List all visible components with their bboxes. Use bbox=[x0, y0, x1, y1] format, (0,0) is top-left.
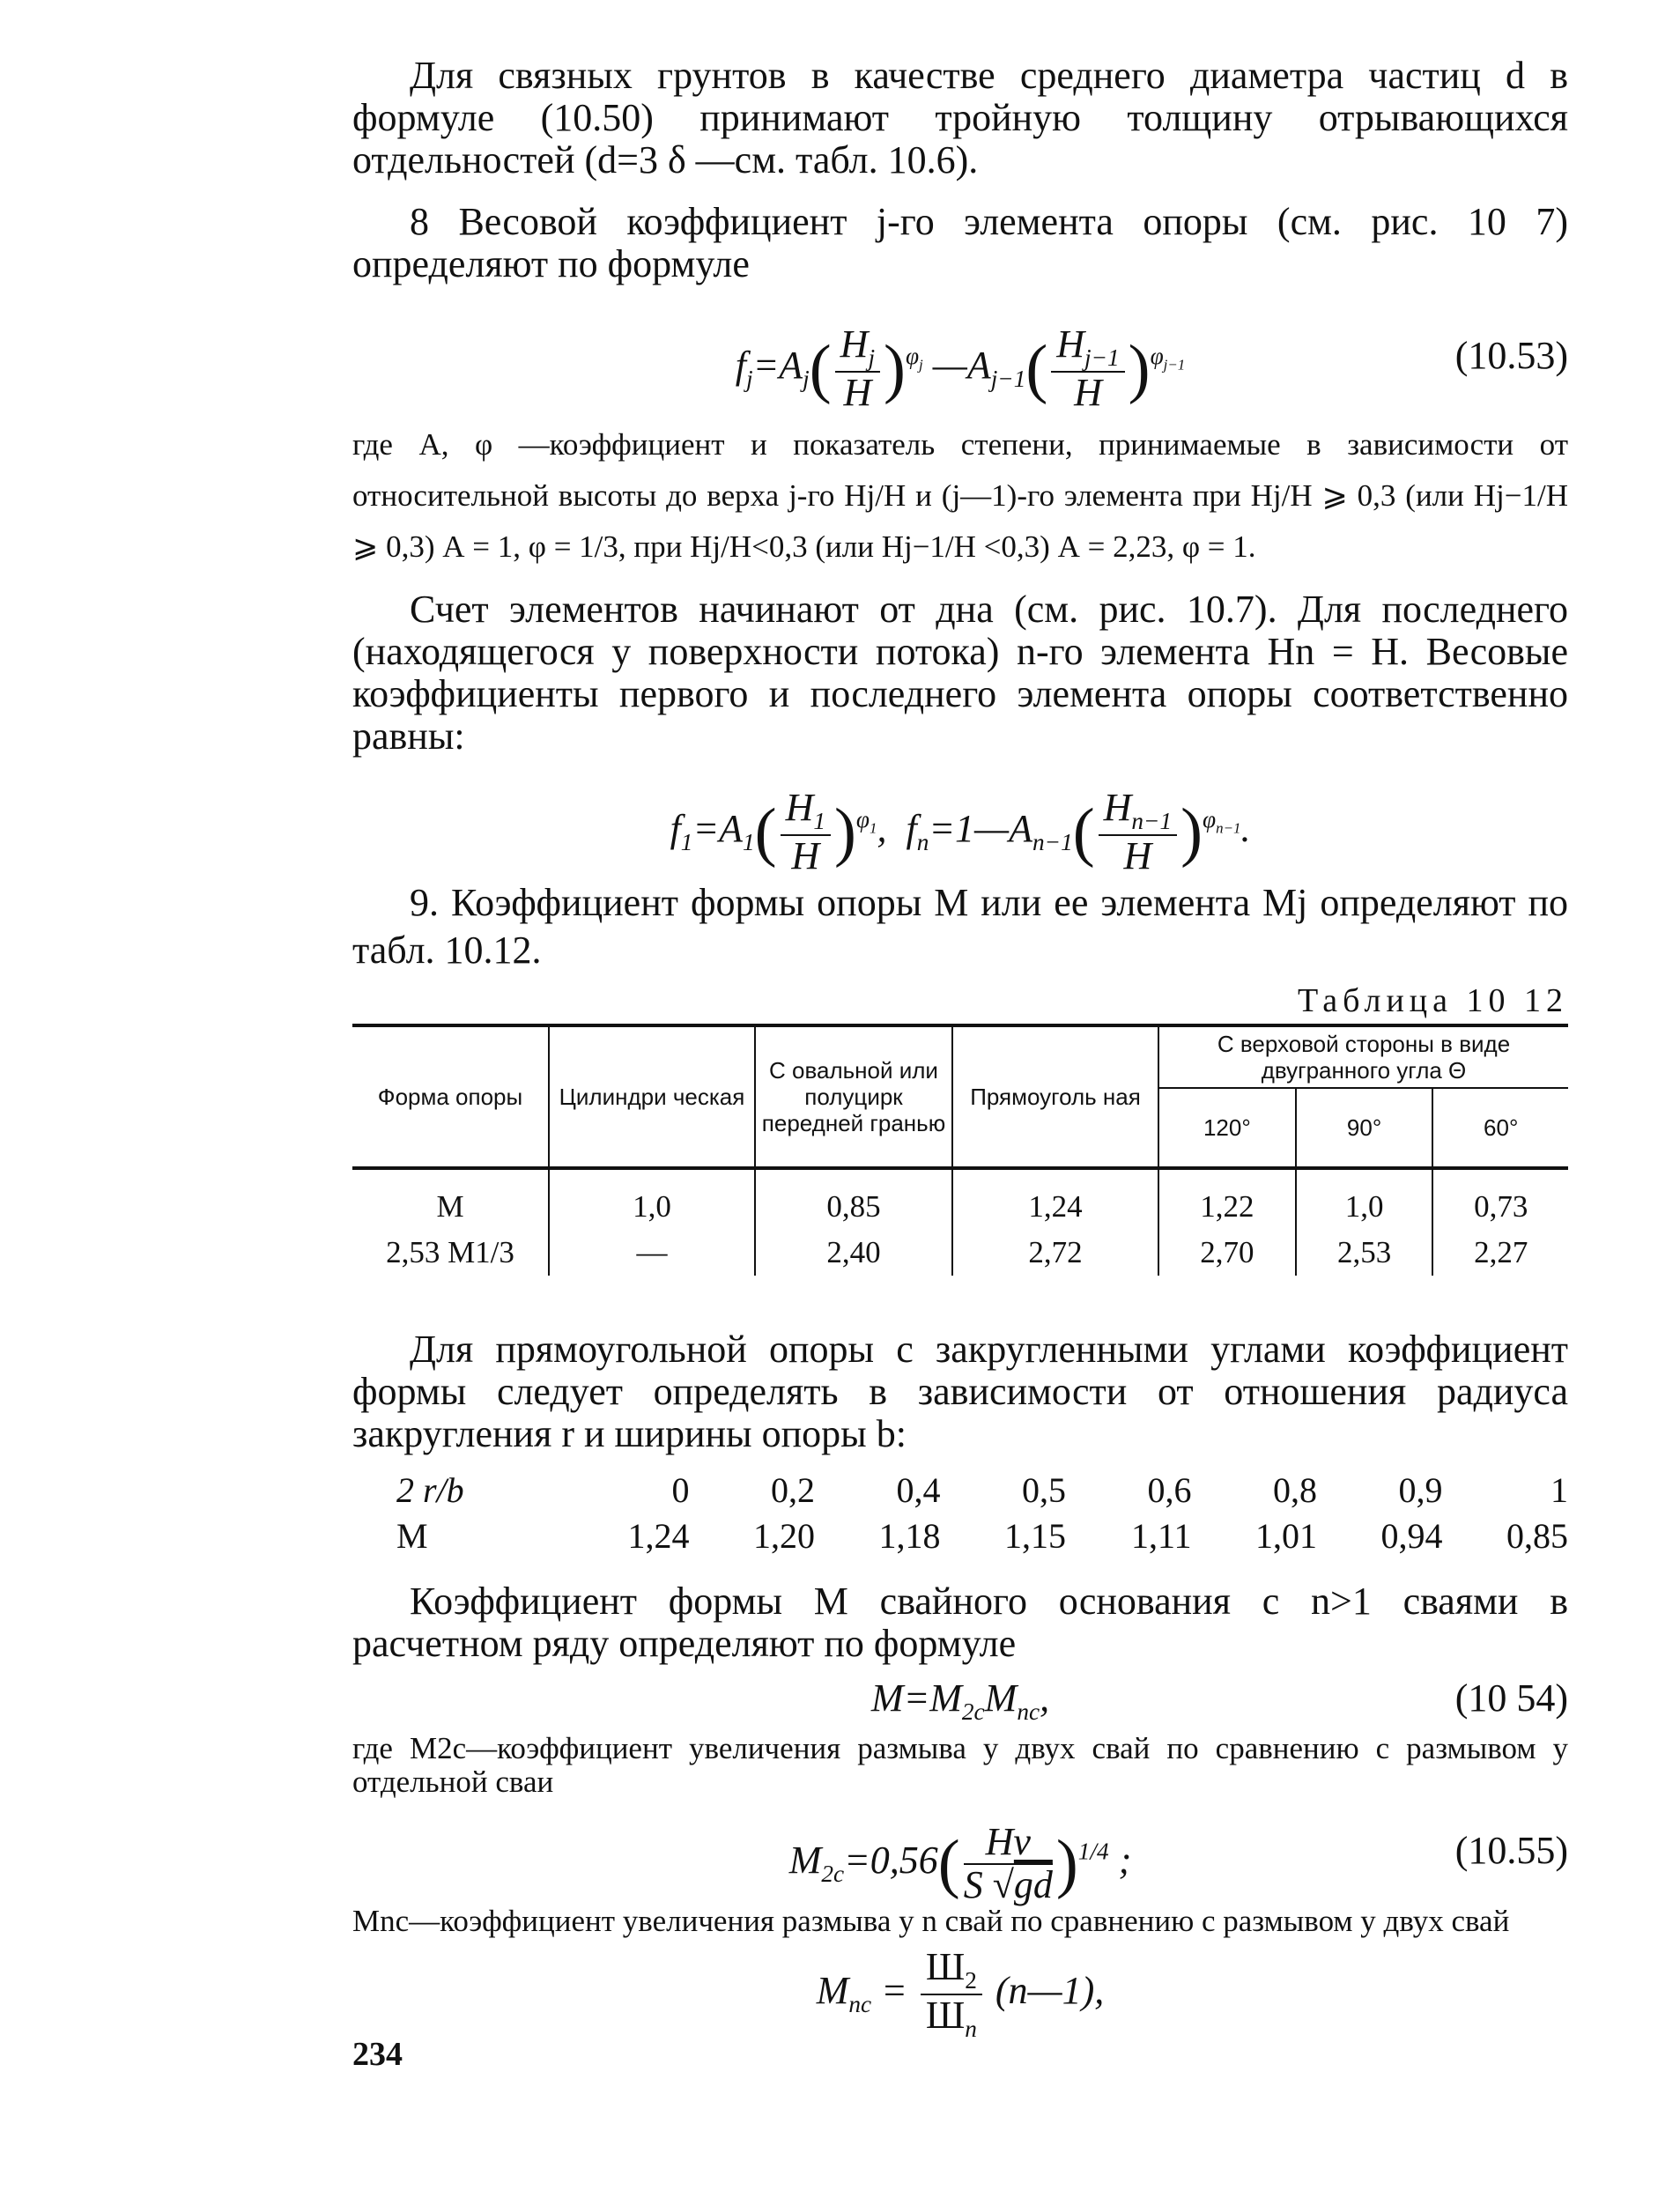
radius-ratio-table bbox=[352, 1468, 1568, 1559]
paragraph-7: Коэффициент формы М свайного основания с n>1 сваями в расчетном ряду определяют по формуле bbox=[352, 1580, 1568, 1665]
formula-number: (10.55) bbox=[1454, 1829, 1568, 1872]
ratio-value: 1,20 bbox=[753, 1516, 815, 1556]
formula-number: (10.53) bbox=[1454, 334, 1568, 377]
ratio-value: 0,85 bbox=[1506, 1516, 1568, 1556]
table-cell: М bbox=[436, 1189, 464, 1224]
table-cell: 2,53 bbox=[1296, 1230, 1433, 1276]
angle-header: 120° bbox=[1158, 1088, 1296, 1168]
paragraph-6: Для прямоугольной опоры с закругленными углами коэффициент формы следует определять в зависимости от отношения радиуса закругления r и ширины опоры b: bbox=[352, 1328, 1568, 1455]
table-row bbox=[352, 1230, 1568, 1276]
paragraph-1: Для связных грунтов в качестве среднего диаметра частиц d в формуле (10.50) принимают тройную толщину отрывающихся отдельностей (d=3 δ —см. табл. 10.6). bbox=[352, 54, 1568, 181]
angle-header: 60° bbox=[1432, 1088, 1568, 1168]
table-header: С верховой стороны в виде двугранного угла Θ bbox=[1158, 1025, 1568, 1088]
formula-number: (10 54) bbox=[1454, 1676, 1568, 1720]
ratio-value: 0 bbox=[671, 1470, 690, 1510]
formula-10-53: $f_j=A_j$( $\frac{H_j}{H}$ )$^{\varphi_j}$ $—A_{j-1}$( $\frac{H_{j-1}}{H}$ )$^{\varphi_{j-1}}$ (10.53) bbox=[352, 310, 1568, 402]
page-number: 234 bbox=[352, 2036, 403, 2073]
table-cell: 1,0 bbox=[1296, 1168, 1433, 1230]
angle-header: 90° bbox=[1296, 1088, 1433, 1168]
table-cell: 2,40 bbox=[755, 1230, 952, 1276]
table-cell: 1,22 bbox=[1158, 1168, 1296, 1230]
table-cell: 0,85 bbox=[755, 1168, 952, 1230]
paragraph-3: где А, φ —коэффициент и показатель степени, принимаемые в зависимости от относительной высоты до верха j-го Hj/H и (j—1)-го элемента при Hj/H ⩾ 0,3 (или Hj−1/H ⩾ 0,3) А = 1, φ = 1/3, при Hj/H<0,3 (или Hj−1/H <0,3) А = 2,23, φ = 1. bbox=[352, 427, 1568, 564]
table-cell: 1,0 bbox=[549, 1168, 755, 1230]
formula-mnc: $M_{nc}$ = $\frac{Ш_2}{Ш_n}$ (n—1), bbox=[816, 1945, 1105, 2042]
formula-first-last: $f_1=A_1$( $\frac{H_1}{H}$ )$^{\varphi_1}$, $f_n=1—A_{n-1}$( $\frac{H_{n-1}}{H}$ )$^{\varphi_{n-1}}$. bbox=[670, 786, 1251, 877]
ratio-value: 0,8 bbox=[1273, 1470, 1317, 1510]
ratio-value: 0,9 bbox=[1398, 1470, 1443, 1510]
ratio-value: 1,01 bbox=[1255, 1516, 1317, 1556]
ratio-value: 0,2 bbox=[771, 1470, 815, 1510]
ratio-row-label: М bbox=[396, 1516, 428, 1556]
table-cell: 1,24 bbox=[952, 1168, 1158, 1230]
ratio-value: 0,6 bbox=[1147, 1470, 1192, 1510]
table-cell: 0,73 bbox=[1432, 1168, 1568, 1230]
ratio-value: 1,15 bbox=[1004, 1516, 1066, 1556]
document-page bbox=[352, 54, 1568, 2042]
ratio-value: 1,24 bbox=[627, 1516, 690, 1556]
ratio-value: 0,4 bbox=[896, 1470, 941, 1510]
table-header: Цилиндри ческая bbox=[549, 1025, 755, 1168]
table-header: Форма опоры bbox=[377, 1084, 523, 1110]
ratio-value: 1,18 bbox=[878, 1516, 941, 1556]
formula-10-54: $M=M_{2c}M_{nc}$, (10 54) bbox=[352, 1672, 1568, 1725]
table-cell: 2,70 bbox=[1158, 1230, 1296, 1276]
ratio-value: 0,5 bbox=[1022, 1470, 1066, 1510]
table-header: С овальной или полуцирк передней гранью bbox=[755, 1025, 952, 1168]
shape-coefficient-table bbox=[352, 1024, 1568, 1276]
paragraph-9: Мnс—коэффициент увеличения размыва у n свай по сравнению с размывом у двух свай bbox=[352, 1904, 1510, 1938]
ratio-value: 0,94 bbox=[1380, 1516, 1443, 1556]
ratio-value: 1,11 bbox=[1130, 1516, 1192, 1556]
table-header: Прямоуголь ная bbox=[952, 1025, 1158, 1168]
paragraph-4: Счет элементов начинают от дна (см. рис. 10.7). Для последнего (находящегося у поверхности потока) n-го элемента Hn = H. Весовые коэффициенты первого и последнего элемента опоры соответственно равны: bbox=[352, 588, 1568, 758]
table-cell: 2,53 М1/3 bbox=[386, 1235, 514, 1269]
formula-10-55: $M_{2c}=0,56$( $\frac{Hv}{S √gd}$ )$^{1/4}$ ; (10.55) bbox=[352, 1802, 1568, 1899]
paragraph-8: где М2с—коэффициент увеличения размыва у двух свай по сравнению с размывом у отдельной сваи bbox=[352, 1731, 1568, 1799]
paragraph-5: 9. Коэффициент формы опоры М или ее элемента Мj определяют по табл. 10.12. bbox=[352, 881, 1568, 972]
table-row bbox=[352, 1168, 1568, 1230]
ratio-value: 1 bbox=[1550, 1470, 1568, 1510]
paragraph-2: 8 Весовой коэффициент j-го элемента опоры (см. рис. 10 7) определяют по формуле bbox=[352, 200, 1568, 285]
table-cell: 2,72 bbox=[952, 1230, 1158, 1276]
table-caption: Таблица 10 12 bbox=[1297, 982, 1568, 1019]
ratio-row-label: 2 r/b bbox=[396, 1470, 464, 1510]
table-cell: — bbox=[549, 1230, 755, 1276]
table-cell: 2,27 bbox=[1432, 1230, 1568, 1276]
